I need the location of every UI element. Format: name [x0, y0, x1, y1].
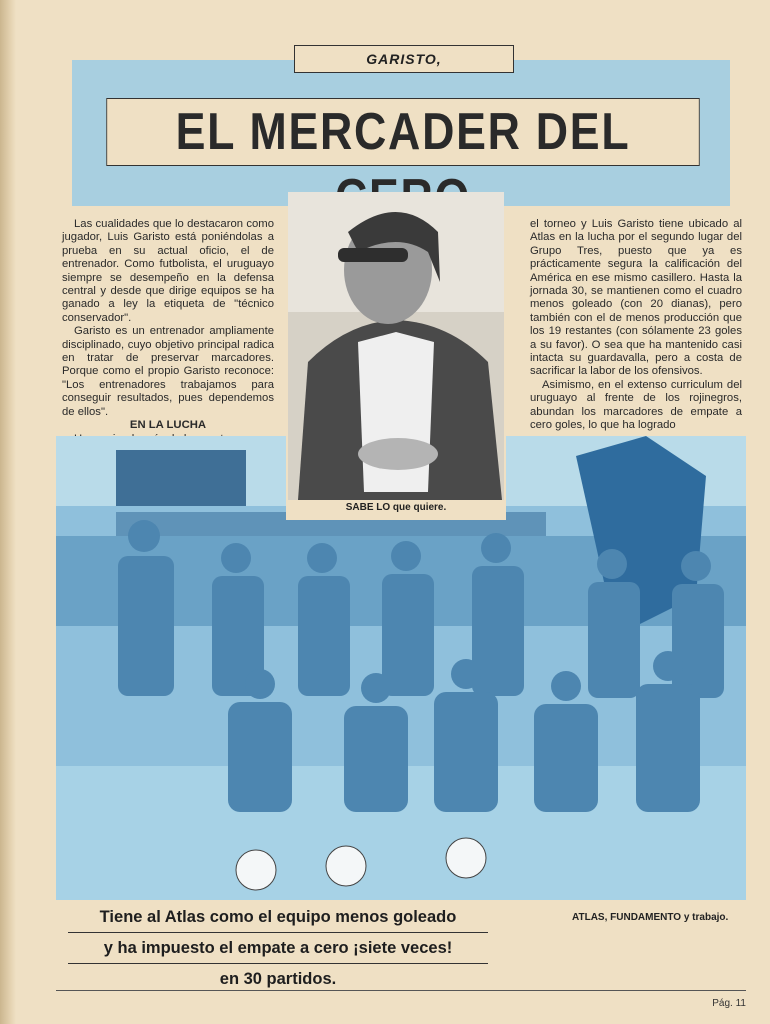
pull-quote-line-3: en 30 partidos.	[219, 970, 337, 988]
pull-quote-line-2: y ha impuesto el empate a cero ¡siete veces!	[103, 939, 453, 957]
footer-rule	[56, 990, 746, 991]
portrait-photo	[288, 192, 504, 500]
article-kicker: GARISTO,	[294, 45, 514, 73]
pull-quote	[58, 902, 498, 994]
article-headline: EL MERCADER DEL	[106, 98, 699, 166]
right-paragraph-2: Asimismo, en el extenso curriculum del uruguayo al frente de los rojinegros, abundan los marcadores de empate a cero goles, lo que ha logrado	[530, 378, 742, 432]
right-column	[530, 218, 742, 433]
page-number: Pág. 11	[712, 998, 746, 1009]
team-photo-caption: ATLAS, FUNDAMENTO y trabajo.	[572, 912, 729, 923]
left-column	[62, 218, 274, 446]
left-paragraph-2: Garisto es un entrenador ampliamente disciplinado, cuyo objetivo principal radica en tratar de preservar marcadores. Porque como el propio Garisto reconoce: "Los entrenadores trabajamos para conseguir resultados, pues dependemos de ellos".	[62, 325, 274, 418]
pull-quote-line-1: Tiene al Atlas como el equipo menos goleado	[99, 908, 457, 926]
left-paragraph-1: Las cualidades que lo destacaron como jugador, Luis Garisto está poniéndolas a prueba en su actual oficio, el de entrenador. Como futbolista, el uruguayo siempre se desempeño en la defensa central y desde que dirige equipos se ha ganado a ley la etiqueta de "técnico conservador".	[62, 218, 274, 324]
subhead: EN LA LUCHA	[129, 419, 207, 432]
page-edge	[0, 0, 16, 1024]
right-paragraph-1: el torneo y Luis Garisto tiene ubicado al Atlas en la lucha por el segundo lugar del Grupo Tres, puesto que ya es prácticamente segura la calificación del América en ese mismo casillero. Hasta la jornada 30, se mantienen como el cuadro menos goleado (con 20 dianas), pero también con el de menos producción que los 19 restantes (con sólamente 23 goles a su favor). O sea que ha mantenido casi intacta su guardavalla, pero a costa de sacrificar la labor de los ofensivos.	[530, 218, 742, 378]
portrait-caption: SABE LO que quiere.	[345, 502, 447, 513]
